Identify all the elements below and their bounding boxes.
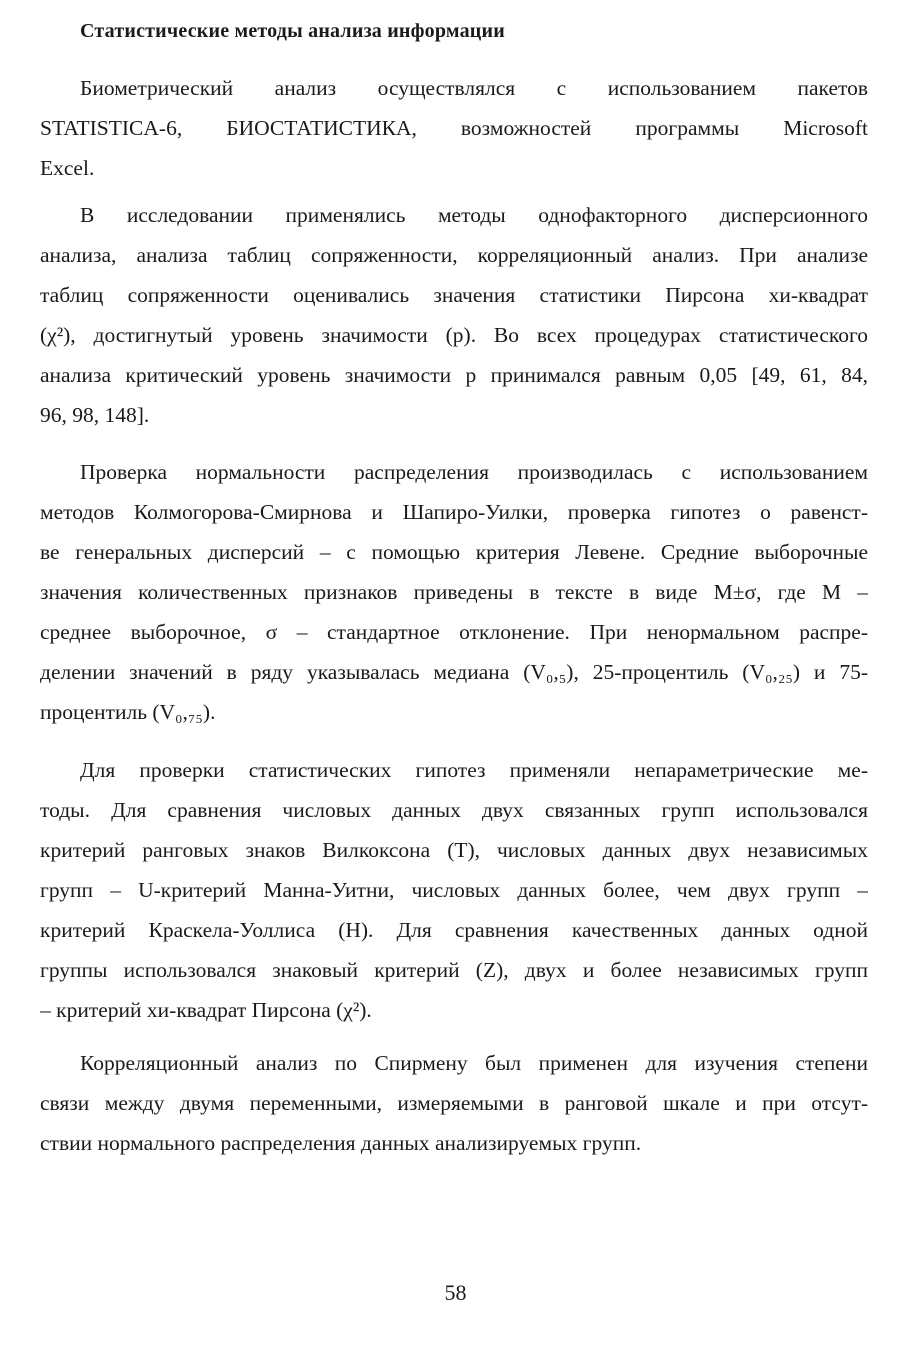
paragraph-line: тоды. Для сравнения числовых данных двух связанных групп использовался (40, 798, 868, 822)
paragraph-line: процентиль (V₀,₇₅). (40, 700, 216, 724)
paragraph-line: Для проверки статистических гипотез применяли непараметрические ме- (80, 758, 868, 782)
paragraph-methods (40, 195, 868, 435)
paragraph-line: группы использовался знаковый критерий (Z), двух и более независимых групп (40, 958, 868, 982)
page-number: 58 (444, 1280, 467, 1305)
paragraph-line: значения количественных признаков приведены в тексте в виде M±σ, где M – (40, 580, 868, 604)
paragraph-line: анализа, анализа таблиц сопряженности, корреляционный анализ. При анализе (40, 243, 868, 267)
paragraph-line: таблиц сопряженности оценивались значения статистики Пирсона хи-квадрат (40, 283, 868, 307)
paragraph-line: STATISTICA-6, БИОСТАТИСТИКА, возможностей программы Microsoft (40, 116, 868, 140)
paragraph-software (40, 68, 868, 188)
paragraph-nonparametric (40, 750, 868, 1030)
paragraph-line: среднее выборочное, σ – стандартное отклонение. При ненормальном распре- (40, 620, 868, 644)
paragraph-correlation (40, 1043, 868, 1163)
paragraph-line: критерий ранговых знаков Вилкоксона (T), числовых данных двух независимых (40, 838, 868, 862)
paragraph-line: 96, 98, 148]. (40, 403, 150, 427)
paragraph-line: делении значений в ряду указывалась медиана (V₀,₅), 25-процентиль (V₀,₂₅) и 75- (40, 660, 868, 684)
paragraph-line: Excel. (40, 156, 95, 180)
paragraph-line: анализа критический уровень значимости p принимался равным 0,05 [49, 61, 84, (40, 363, 868, 387)
paragraph-line: групп – U-критерий Манна-Уитни, числовых данных более, чем двух групп – (40, 878, 868, 902)
paragraph-line: ве генеральных дисперсий – с помощью критерия Левене. Средние выборочные (40, 540, 868, 564)
paragraph-line: (χ²), достигнутый уровень значимости (p). Во всех процедурах статистического (40, 323, 868, 347)
section-heading: Статистические методы анализа информации (80, 20, 505, 42)
paragraph-normality (40, 452, 868, 732)
paragraph-line: критерий Краскела-Уоллиса (H). Для сравнения качественных данных одной (40, 918, 868, 942)
paragraph-line: В исследовании применялись методы однофакторного дисперсионного (80, 203, 868, 227)
paragraph-line: – критерий хи-квадрат Пирсона (χ²). (40, 998, 372, 1022)
paragraph-line: Проверка нормальности распределения производилась с использованием (80, 460, 868, 484)
paragraph-line: Корреляционный анализ по Спирмену был применен для изучения степени (80, 1051, 868, 1075)
paragraph-line: методов Колмогорова-Смирнова и Шапиро-Уилки, проверка гипотез о равенст- (40, 500, 868, 524)
paragraph-line: Биометрический анализ осуществлялся с использованием пакетов (80, 76, 868, 100)
paragraph-line: ствии нормального распределения данных анализируемых групп. (40, 1131, 642, 1155)
paragraph-line: связи между двумя переменными, измеряемыми в ранговой шкале и при отсут- (40, 1091, 868, 1115)
